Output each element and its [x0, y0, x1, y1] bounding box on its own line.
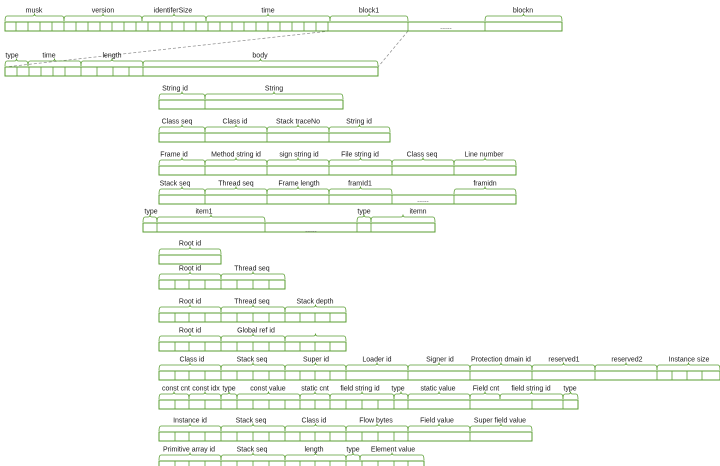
- record-class-dump: [159, 357, 720, 381]
- primitive-array-dump-field-brace: [360, 453, 424, 461]
- class-dump-fields-field-label: const idx: [192, 385, 220, 393]
- stack-trace-record-field-brace: [205, 187, 267, 195]
- heap-dump-record-field-brace: [357, 215, 371, 223]
- root-thread-obj-bar: [159, 280, 285, 289]
- record-class-dump-fields: [159, 386, 578, 410]
- class-dump-fields-field-brace: [300, 392, 330, 400]
- record-load-class-record: [159, 119, 390, 143]
- class-dump-field-brace: [159, 363, 221, 371]
- class-dump-field-label: reserved1: [548, 356, 580, 364]
- primitive-array-dump-field-brace: [346, 453, 360, 461]
- root-java-frame-field-brace: [159, 305, 221, 313]
- file-header-bar: [5, 22, 562, 31]
- class-dump-bar: [159, 371, 720, 380]
- file-header-ellipsis: ......: [440, 24, 452, 31]
- root-java-frame-field-label: Stack depth: [296, 298, 334, 306]
- stack-frame-record-field-brace: [392, 158, 454, 166]
- root-jni-global-field-brace: [285, 334, 346, 342]
- primitive-array-dump-field-label: Primitive array id: [162, 446, 216, 454]
- stack-trace-record-field-label: framId1: [348, 180, 372, 188]
- load-class-record-field-brace: [267, 125, 329, 133]
- class-dump-field-brace: [221, 363, 285, 371]
- instance-dump-field-label: Class id: [301, 417, 327, 425]
- root-thread-obj-field-label: Root id: [178, 265, 202, 273]
- stack-trace-record-field-brace: [329, 187, 392, 195]
- block-field-label: type: [5, 52, 19, 60]
- string-record-bar: [159, 100, 343, 109]
- stack-frame-record-field-label: Class seq: [406, 151, 438, 159]
- instance-dump-field-label: Field value: [420, 417, 454, 425]
- load-class-record-field-label: String id: [346, 118, 372, 126]
- class-dump-field-brace: [408, 363, 470, 371]
- instance-dump-field-brace: [346, 424, 408, 432]
- class-dump-fields-field-brace: [563, 392, 578, 400]
- class-dump-fields-field-brace: [470, 392, 500, 400]
- root-thread-obj-field-brace: [221, 272, 285, 280]
- class-dump-fields-field-label: type: [563, 385, 577, 393]
- record-string-record: [159, 86, 343, 110]
- load-class-record-field-brace: [159, 125, 205, 133]
- class-dump-fields-field-brace: [159, 392, 189, 400]
- record-root-java-frame: [159, 299, 346, 323]
- block-bar: [5, 67, 378, 76]
- root-java-frame-bar: [159, 313, 346, 322]
- instance-dump-field-label: Super field value: [473, 417, 527, 425]
- root-jni-global-field-brace: [221, 334, 285, 342]
- root-unknown-field-label: Root id: [178, 240, 202, 248]
- stack-trace-record-field-brace: [159, 187, 205, 195]
- class-dump-field-label: Super id: [302, 356, 330, 364]
- class-dump-field-brace: [595, 363, 657, 371]
- block-field-brace: [28, 59, 81, 67]
- string-record-field-label: String id: [162, 85, 188, 93]
- load-class-record-field-label: Class id: [222, 118, 248, 126]
- record-root-thread-obj: [159, 266, 285, 290]
- primitive-array-dump-field-label: length: [304, 446, 324, 454]
- block-field-brace: [143, 59, 378, 67]
- instance-dump-field-brace: [159, 424, 221, 432]
- block-field-label: time: [42, 52, 56, 60]
- stack-trace-record-field-label: Frame length: [278, 180, 320, 188]
- file-header-field-brace: [330, 14, 408, 22]
- file-header-field-brace: [142, 14, 206, 22]
- heap-dump-record-field-label: item1: [195, 208, 213, 216]
- block-expansion-connector: [5, 31, 408, 67]
- string-record-field-brace: [205, 92, 343, 100]
- heap-dump-record-field-label: type: [357, 208, 371, 216]
- file-header-field-brace: [5, 14, 64, 22]
- root-java-frame-field-brace: [221, 305, 285, 313]
- instance-dump-bar: [159, 432, 532, 441]
- stack-trace-record-field-label: Stack seq: [159, 180, 191, 188]
- root-jni-global-bar: [159, 342, 346, 351]
- file-header-field-label: blockn: [512, 7, 534, 15]
- string-record-field-label: String: [264, 85, 284, 93]
- load-class-record-field-brace: [205, 125, 267, 133]
- heap-dump-record-field-label: itemn: [409, 208, 427, 216]
- class-dump-field-brace: [285, 363, 346, 371]
- root-thread-obj-field-brace: [159, 272, 221, 280]
- class-dump-fields-field-label: const value: [250, 385, 286, 393]
- block-field-label: body: [252, 52, 268, 60]
- class-dump-field-label: reserved2: [611, 356, 643, 364]
- stack-frame-record-field-brace: [205, 158, 267, 166]
- instance-dump-field-brace: [408, 424, 470, 432]
- instance-dump-field-label: Stack seq: [235, 417, 267, 425]
- root-java-frame-field-brace: [285, 305, 346, 313]
- file-header-field-label: version: [91, 7, 115, 15]
- class-dump-fields-field-brace: [189, 392, 221, 400]
- heap-dump-record-field-brace: [371, 215, 435, 223]
- file-header-field-label: musk: [25, 7, 43, 15]
- class-dump-fields-bar: [159, 400, 578, 409]
- stack-frame-record-bar: [159, 166, 516, 175]
- file-header-field-label: identiferSize: [153, 7, 193, 15]
- string-record-field-brace: [159, 92, 205, 100]
- record-file-header: [5, 8, 562, 32]
- primitive-array-dump-field-label: Element value: [370, 446, 416, 454]
- class-dump-fields-field-label: field string id: [340, 385, 380, 393]
- file-header-field-brace: [64, 14, 142, 22]
- stack-frame-record-field-label: sign string id: [279, 151, 319, 159]
- stack-frame-record-field-brace: [267, 158, 329, 166]
- class-dump-field-label: Signer id: [426, 356, 454, 364]
- class-dump-fields-field-label: field string id: [511, 385, 551, 393]
- primitive-array-dump-field-brace: [159, 453, 221, 461]
- file-header-field-label: block1: [358, 7, 380, 15]
- record-stack-trace-record: [159, 181, 516, 205]
- connector-line-left: [5, 31, 330, 67]
- load-class-record-field-label: Class seq: [161, 118, 193, 126]
- record-primitive-array-dump: [159, 447, 424, 466]
- root-java-frame-field-label: Root id: [178, 298, 202, 306]
- block-field-brace: [81, 59, 143, 67]
- root-java-frame-field-label: Thread seq: [234, 298, 270, 306]
- instance-dump-field-brace: [470, 424, 532, 432]
- class-dump-fields-field-brace: [237, 392, 300, 400]
- heap-dump-record-ellipsis: ......: [305, 227, 317, 234]
- instance-dump-field-brace: [221, 424, 285, 432]
- class-dump-fields-field-label: static value: [420, 385, 456, 393]
- class-dump-fields-field-brace: [408, 392, 470, 400]
- stack-frame-record-field-label: Method string id: [211, 151, 261, 159]
- class-dump-fields-field-label: type: [391, 385, 405, 393]
- root-jni-global-field-label: Root id: [178, 327, 202, 335]
- root-thread-obj-field-label: Thread seq: [234, 265, 270, 273]
- stack-frame-record-field-label: File string id: [341, 151, 379, 159]
- stack-trace-record-field-label: framidn: [473, 180, 497, 188]
- class-dump-fields-field-label: static cnt: [301, 385, 329, 393]
- class-dump-field-label: Instance size: [668, 356, 710, 364]
- class-dump-fields-field-label: const cnt: [161, 385, 191, 393]
- stack-frame-record-field-label: Frame id: [160, 151, 188, 159]
- primitive-array-dump-field-label: Stack seq: [236, 446, 268, 454]
- class-dump-field-brace: [657, 363, 720, 371]
- stack-trace-record-field-brace: [454, 187, 516, 195]
- class-dump-field-brace: [470, 363, 532, 371]
- stack-trace-record-field-label: Thread seq: [218, 180, 254, 188]
- root-unknown-field-brace: [159, 247, 221, 255]
- root-jni-global-field-brace: [159, 334, 221, 342]
- heap-dump-record-bar: [143, 223, 435, 232]
- class-dump-field-label: Loader id: [362, 356, 392, 364]
- block-field-label: length: [102, 52, 122, 60]
- record-instance-dump: [159, 418, 532, 442]
- load-class-record-bar: [159, 133, 390, 142]
- file-header-field-brace: [485, 14, 562, 22]
- instance-dump-field-brace: [285, 424, 346, 432]
- class-dump-fields-field-brace: [330, 392, 394, 400]
- record-stack-frame-record: [159, 152, 516, 176]
- class-dump-fields-field-label: Field cnt: [472, 385, 500, 393]
- primitive-array-dump-field-brace: [221, 453, 285, 461]
- connector-line-right: [378, 31, 408, 67]
- heap-dump-record-field-brace: [143, 215, 157, 223]
- stack-frame-record-field-brace: [454, 158, 516, 166]
- root-jni-global-field-label: Global ref id: [237, 327, 275, 335]
- root-unknown-bar: [159, 255, 221, 264]
- class-dump-fields-field-brace: [221, 392, 237, 400]
- class-dump-field-label: Protection dmain id: [471, 356, 531, 364]
- record-root-jni-global: [159, 328, 346, 352]
- stack-trace-record-field-brace: [267, 187, 329, 195]
- class-dump-fields-field-label: type: [222, 385, 236, 393]
- record-heap-dump-record: [143, 209, 435, 235]
- heap-dump-record-field-label: type: [144, 208, 158, 216]
- stack-frame-record-field-brace: [159, 158, 205, 166]
- instance-dump-field-label: Flow bytes: [359, 417, 393, 425]
- record-root-unknown: [159, 241, 221, 265]
- heap-dump-record-field-brace: [157, 215, 265, 223]
- stack-trace-record-bar: [159, 195, 516, 204]
- load-class-record-field-brace: [329, 125, 390, 133]
- load-class-record-field-label: Stack traceNo: [276, 118, 320, 126]
- file-header-field-label: time: [261, 7, 275, 15]
- class-dump-fields-field-brace: [500, 392, 563, 400]
- record-block: [5, 53, 378, 77]
- file-header-field-brace: [206, 14, 330, 22]
- class-dump-fields-field-brace: [394, 392, 408, 400]
- class-dump-field-label: Class id: [179, 356, 205, 364]
- primitive-array-dump-field-label: type: [346, 446, 360, 454]
- class-dump-field-brace: [532, 363, 595, 371]
- stack-trace-record-ellipsis: ......: [417, 197, 429, 204]
- instance-dump-field-label: Instance id: [173, 417, 207, 425]
- primitive-array-dump-field-brace: [285, 453, 346, 461]
- stack-frame-record-field-label: Line number: [464, 151, 504, 159]
- class-dump-field-label: Stack seq: [236, 356, 268, 364]
- primitive-array-dump-bar: [159, 461, 424, 466]
- stack-frame-record-field-brace: [329, 158, 392, 166]
- class-dump-field-brace: [346, 363, 408, 371]
